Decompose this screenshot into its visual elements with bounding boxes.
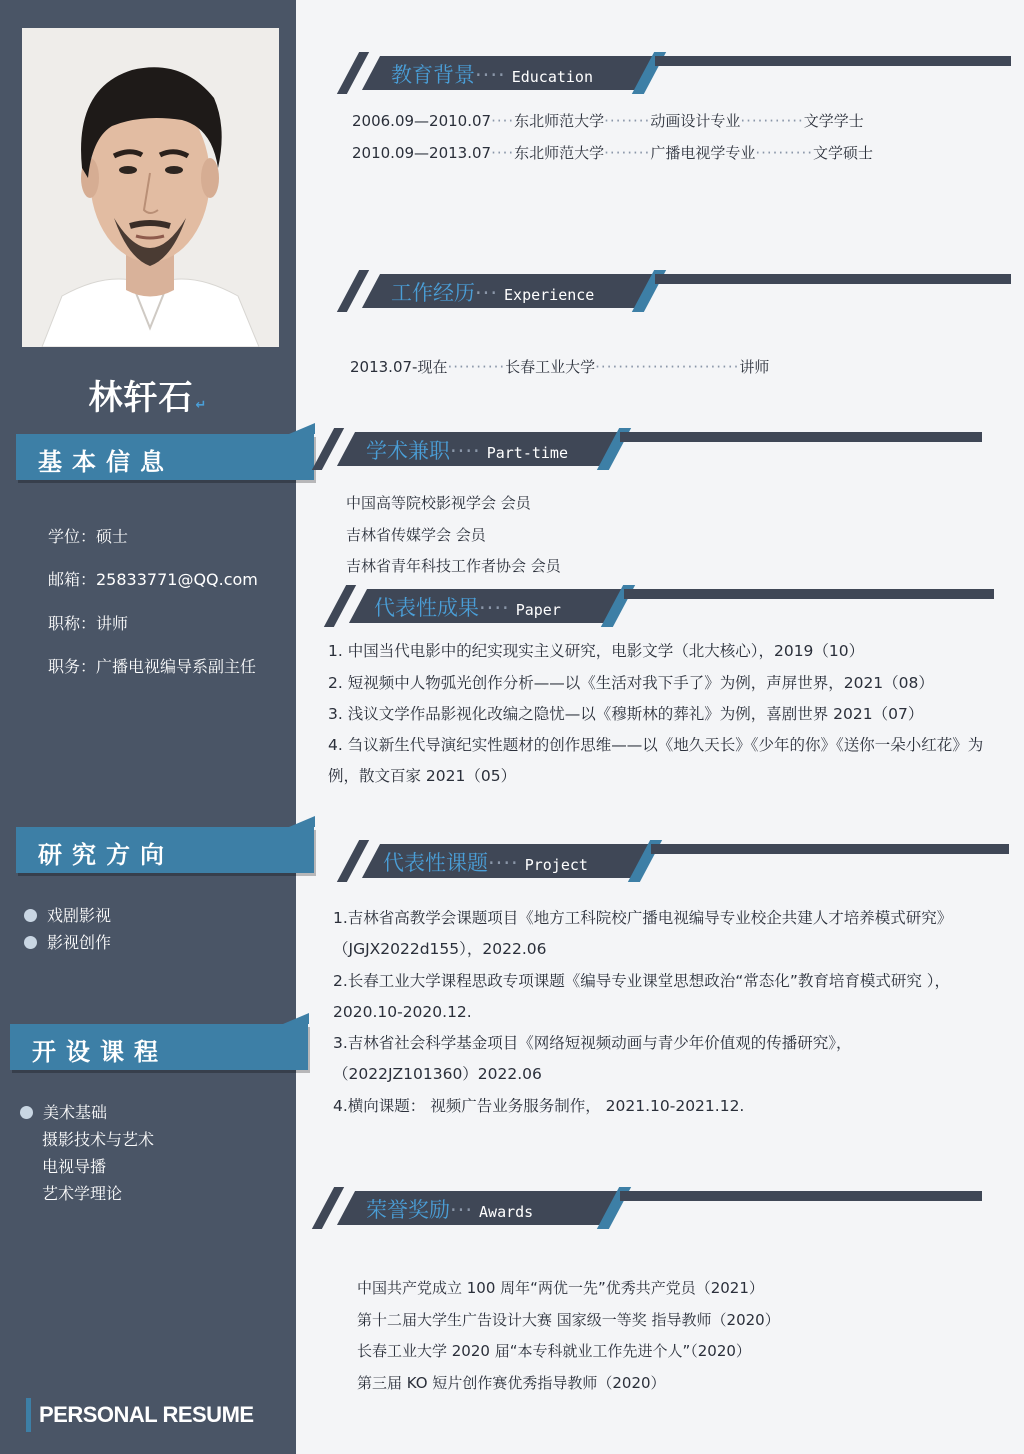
papers-header [330,585,994,627]
profile-photo [22,28,279,347]
section-title-text: 荣誉奖励 [366,1198,450,1222]
person-name-text: 林轩石 [88,378,194,418]
paper-item: 2. 短视频中人物弧光创作分析——以《生活对我下手了》为例，声屏世界，2021（08） [328,674,934,692]
basic-info-heading-text: 基本信息 [38,448,174,476]
header-rule [624,589,994,599]
basic-info-heading [16,434,314,480]
edu-major: 广播电视学专业 [650,144,756,162]
experience-row: 2013.07-现在··········长春工业大学·························讲师 [350,358,770,376]
section-title-en: Education [511,68,593,86]
course-item-text: 美术基础 [43,1103,108,1122]
header-rule [620,1191,982,1201]
edu-degree: 文学硕士 [813,144,874,162]
section-title-text: 工作经历 [391,281,475,305]
projects-header [343,840,1011,882]
header-rule [655,56,1011,66]
portrait-image [22,28,279,347]
section-title-text: 代表性课题 [383,851,488,875]
section-title: 荣誉奖励··· Awards [366,1198,534,1222]
project-item: 2.长春工业大学课程思政专项课题《编导专业课堂思想政治“常态化”教育培育模式研究 ），2020.10-2020.12. [333,972,951,1021]
edu-period: 2006.09—2010.07 [352,112,492,130]
project-item: 3.吉林省社会科学基金项目《网络短视频动画与青少年价值观的传播研究》，（2022JZ101360）2022.06 [333,1034,852,1083]
section-title: 工作经历··· Experience [391,281,595,305]
project-item: 4.横向课题： 视频广告业务服务制作， 2021.10-2021.12. [333,1097,745,1115]
research-item-text: 影视创作 [47,933,112,952]
research-heading-text: 研究方向 [38,841,174,869]
bullet-dot-icon [24,909,37,922]
return-mark-icon: ↵ [195,398,208,413]
info-title: 职称：讲师 [48,614,129,633]
header-rule [651,844,1009,854]
parttime-item: 中国高等院校影视学会 会员 [346,494,531,512]
experience-header [343,270,1011,312]
parttime-item: 吉林省青年科技工作者协会 会员 [346,557,561,575]
section-title-text: 代表性成果 [374,596,479,620]
info-email: 邮箱：25833771@QQ.com [48,570,258,589]
edu-school: 东北师范大学 [514,112,605,130]
awards-header [318,1187,982,1229]
section-title-text: 学术兼职 [366,439,450,463]
section-title-en: Experience [504,286,595,304]
section-title: 教育背景···· Education [391,63,593,87]
award-item: 第三届 KO 短片创作赛优秀指导教师（2020） [357,1374,666,1392]
parttime-header [318,428,982,470]
research-item-text: 戏剧影视 [47,906,112,925]
personal-resume-brand: PERSONAL RESUME [26,1398,254,1432]
education-row: 2006.09—2010.07····东北师范大学········动画设计专业···········文学学士 [352,112,864,130]
course-item: 电视导播 [42,1157,107,1176]
award-item: 中国共产党成立 100 周年“两优一先”优秀共产党员（2021） [357,1279,764,1297]
course-item [20,1100,107,1123]
award-item: 长春工业大学 2020 届“本专科就业工作先进个人”（2020） [357,1342,751,1360]
section-title: 代表性课题···· Project [383,851,588,875]
parttime-item: 吉林省传媒学会 会员 [346,526,486,544]
paper-item: 3. 浅议文学作品影视化改编之隐忧—以《穆斯林的葬礼》为例，喜剧世界 2021（07） [328,705,924,723]
exp-period: 2013.07-现在 [350,358,448,376]
education-row: 2010.09—2013.07····东北师范大学········广播电视学专业··········文学硕士 [352,144,874,162]
header-rule [655,274,1011,284]
education-header [343,52,1011,94]
header-rule [620,432,982,442]
exp-role: 讲师 [739,358,770,376]
research-heading [16,827,314,873]
edu-major: 动画设计专业 [650,112,741,130]
bullet-dot-icon [20,1106,33,1119]
paper-item: 4. 刍议新生代导演纪实性题材的创作思维——以《地久天长》《少年的你》《送你一朵小红花》为例，散文百家 2021（05） [328,736,984,785]
section-title: 代表性成果···· Paper [374,596,561,620]
paper-item: 1. 中国当代电影中的纪实现实主义研究，电影文学（北大核心），2019（10） [328,642,865,660]
edu-degree: 文学学士 [803,112,864,130]
courses-heading-text: 开设课程 [32,1038,168,1066]
section-title-en: Paper [515,601,561,619]
course-item: 艺术学理论 [42,1184,123,1203]
course-item: 摄影技术与艺术 [42,1130,155,1149]
sidebar [0,0,296,1454]
section-title-text: 教育背景 [391,63,475,87]
section-title: 学术兼职···· Part-time [366,439,568,463]
exp-org: 长春工业大学 [505,358,596,376]
person-name [0,370,296,419]
info-degree: 学位：硕士 [48,527,129,546]
bullet-dot-icon [24,936,37,949]
info-position: 职务：广播电视编导系副主任 [48,657,257,676]
courses-heading [10,1024,308,1070]
section-title-en: Awards [479,1203,534,1221]
edu-school: 东北师范大学 [514,144,605,162]
section-title-en: Part-time [486,444,568,462]
research-item [24,903,111,926]
award-item: 第十二届大学生广告设计大赛 国家级一等奖 指导教师（2020） [357,1311,780,1329]
project-item: 1.吉林省高教学会课题项目《地方工科院校广播电视编导专业校企共建人才培养模式研究》（JGJX2022d155），2022.06 [333,909,953,958]
edu-period: 2010.09—2013.07 [352,144,492,162]
section-title-en: Project [524,856,588,874]
research-item [24,930,111,953]
